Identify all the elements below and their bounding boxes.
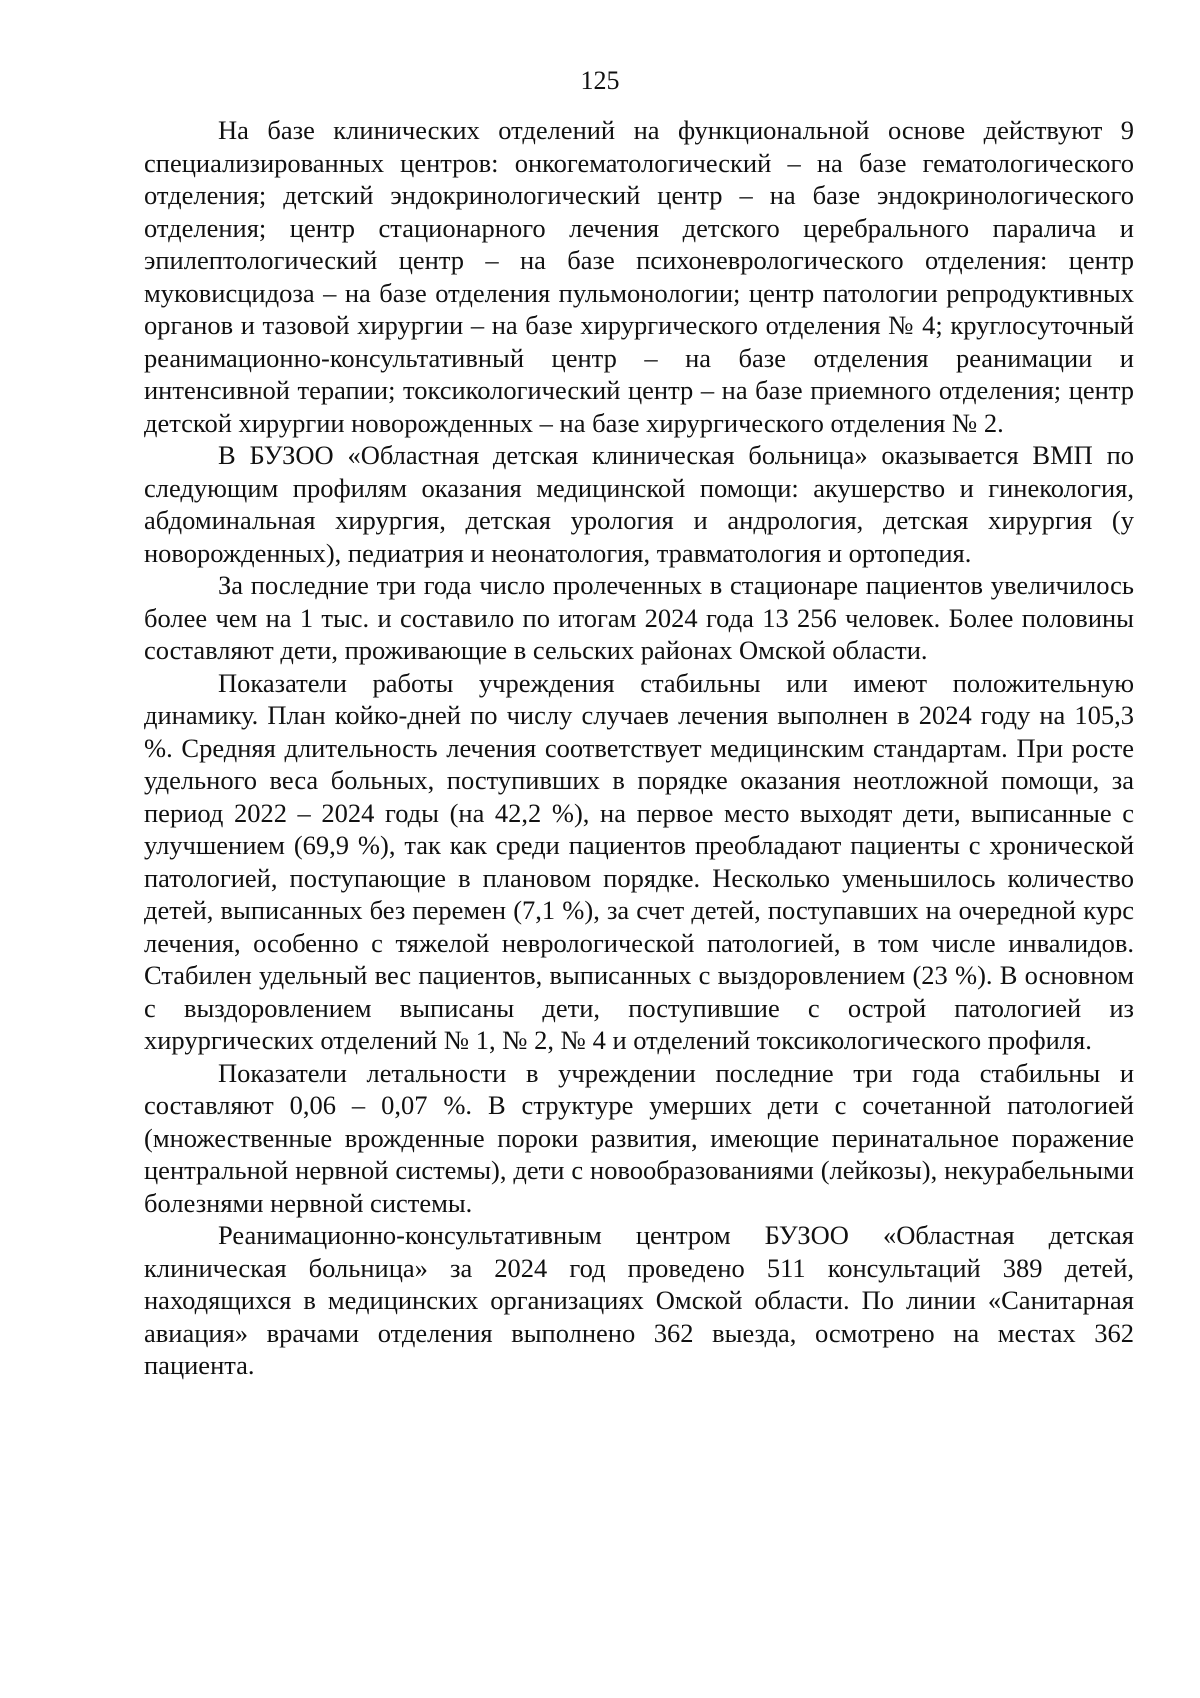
body-text — [144, 114, 1134, 1382]
paragraph-consultative-center: Реанимационно-консультативным центром БУЗОО «Областная детская клиническая больница» за 2024 год проведено 511 консультаций 389 детей, находящихся в медицинских организациях Омской области. По линии «Санитарная авиация» врачами отделения выполнено 362 выезда, осмотрено на местах 362 пациента. — [144, 1220, 1134, 1380]
paragraph-mortality: Показатели летальности в учреждении последние три года стабильны и составляют 0,06 – 0,07 %. В структуре умерших дети с сочетанной патологией (множественные врожденные пороки развития, имеющие перинатальное поражение центральной нервной системы), дети с новообразованиями (лейкозы), некурабельными болезнями нервной системы. — [144, 1057, 1134, 1218]
paragraph-specialized-centers: На базе клинических отделений на функциональной основе действуют 9 специализированных центров: онкогематологический – на базе гематологического отделения; детский эндокринологический центр – на базе эндокринологического отделения; центр стационарного лечения детского церебрального паралича и эпилептологический центр – на базе психоневрологического отделения: центр муковисцидоза – на базе отделения пульмонологии; центр патологии репродуктивных органов и тазовой хирургии – на базе хирургического отделения № 4; круглосуточный реанимационно-консультативный центр – на базе отделения реанимации и интенсивной терапии; токсикологический центр – на базе приемного отделения; центр детской хирургии новорожденных – на базе хирургического отделения № 2. — [144, 115, 1134, 438]
page-number: 125 — [580, 66, 620, 95]
paragraph-patient-count: За последние три года число пролеченных в стационаре пациентов увеличилось более чем на 1 тыс. и составило по итогам 2024 года 13 256 человек. Более половины составляют дети, проживающие в сельских районах Омской области. — [144, 570, 1134, 665]
paragraph-performance-indicators: Показатели работы учреждения стабильны или имеют положительную динамику. План койко-дней по числу случаев лечения выполнен в 2024 году на 105,3 %. Средняя длительность лечения соответствует медицинским стандартам. При росте удельного веса больных, поступивших в порядке оказания неотложной помощи, за период 2022 – 2024 годы (на 42,2 %), на первое место выходят дети, выписанные с улучшением (69,9 %), так как среди пациентов преобладают пациенты с хронической патологией, поступающие в плановом порядке. Несколько уменьшилось количество детей, выписанных без перемен (7,1 %), за счет детей, поступавших на очередной курс лечения, особенно с тяжелой неврологической патологией, в том числе инвалидов. Стабилен удельный вес пациентов, выписанных с выздоровлением (23 %). В основном с выздоровлением выписаны дети, поступившие с острой патологией из хирургических отделений № 1, № 2, № 4 и отделений токсикологического профиля. — [144, 667, 1134, 1055]
paragraph-high-tech-care: В БУЗОО «Областная детская клиническая больница» оказывается ВМП по следующим профилям оказания медицинской помощи: акушерство и гинекология, абдоминальная хирургия, детская урология и андрология, детская хирургия (у новорожденных), педиатрия и неонатология, травматология и ортопедия. — [144, 440, 1134, 568]
